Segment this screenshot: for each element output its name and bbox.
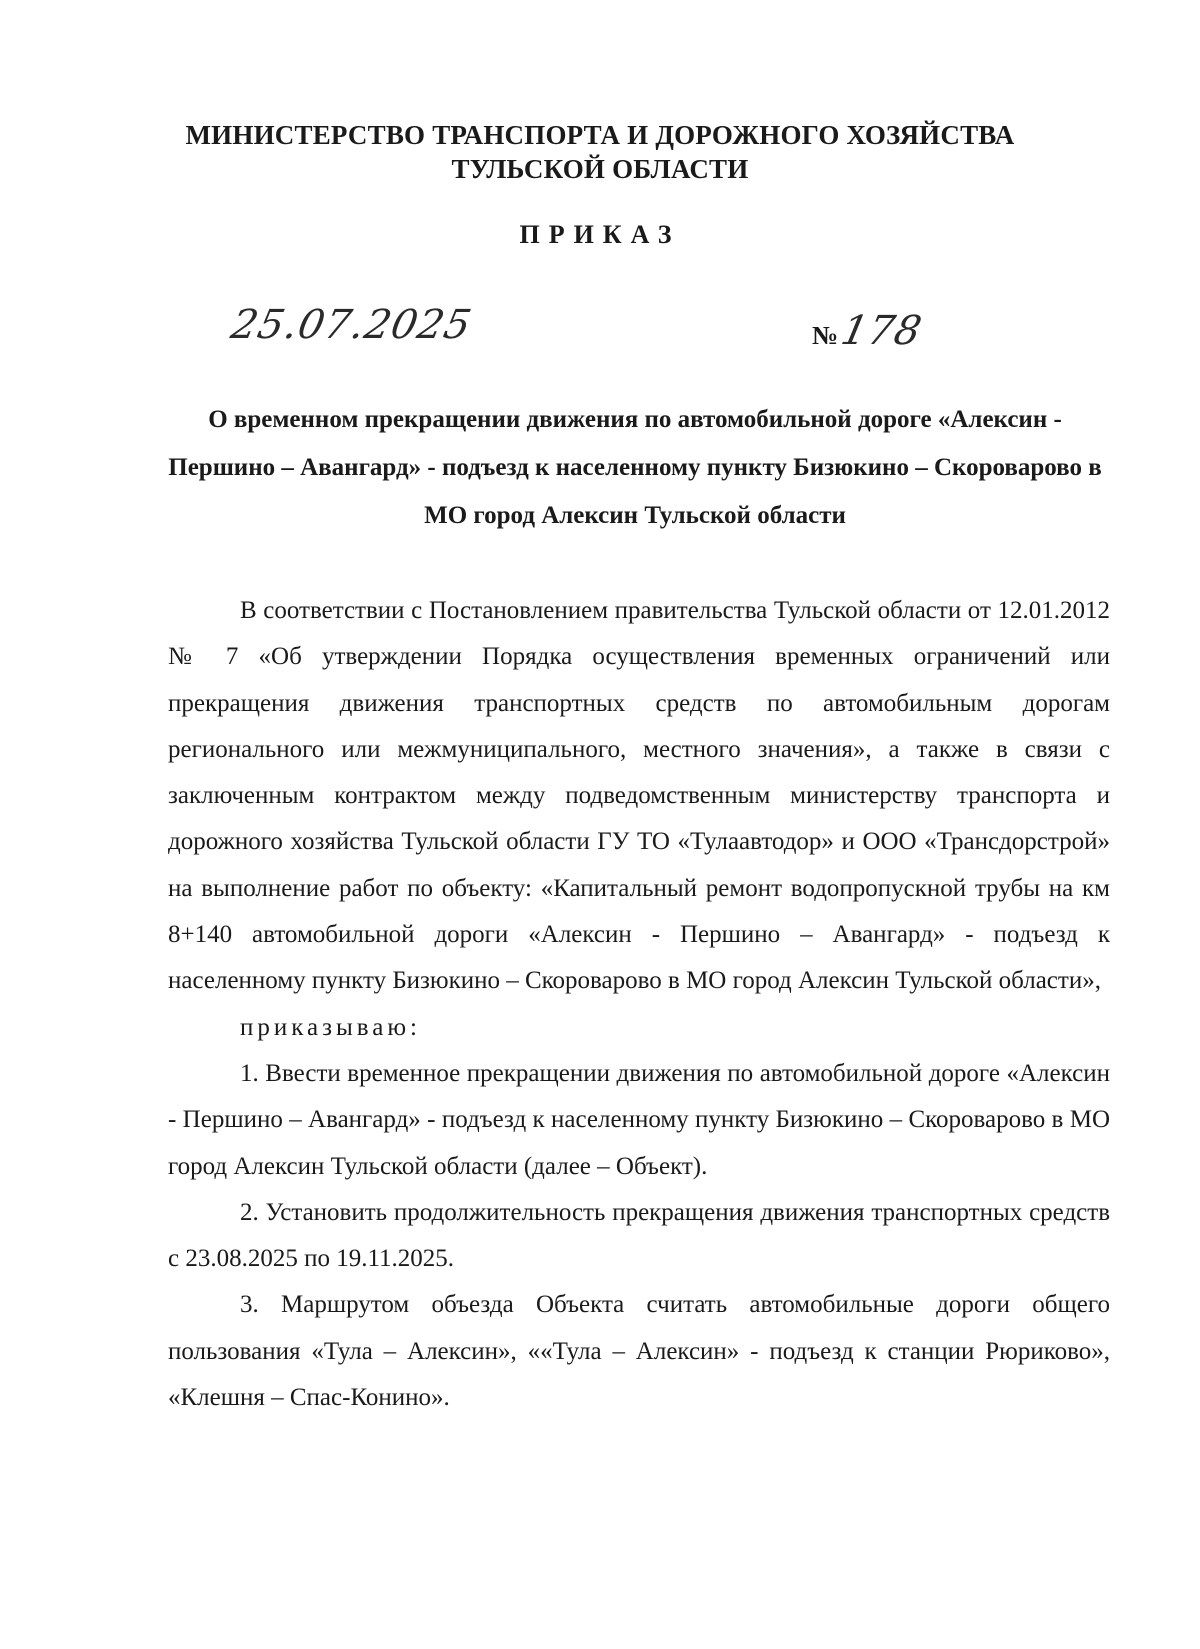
order-item-3: 3. Маршрутом объезда Объекта считать автомобильные дороги общего пользования «Тула – Алексин», ««Тула – Алексин» - подъезд к станции Рюриково», «Клешня – Спас-Конино». [168,1291,1110,1412]
handwritten-date: 25.07.2025 [227,302,476,348]
preamble-paragraph: В соответствии с Постановлением правительства Тульской области от 12.01.2012 № 7 «Об утверждении Порядка осуществления временных ограничений или прекращения движения транспортных средств по автомобильным дорогам регионального или межмуниципального, местного значения», а также в связи с заключенным контрактом между подведомственным министерству транспорта и дорожного хозяйства Тульской области ГУ ТО «Тулаавтодор» и ООО «Трансдорстрой» на выполнение работ по объекту: «Капитальный ремонт водопропускной трубы на км 8+140 автомобильной дороги «Алексин - Першино – Авангард» - подъезд к населенному пункту Бизюкино – Скороварово в МО город Алексин Тульской области», [168,597,1110,995]
number-sign: № [812,321,839,350]
order-subject-title: О временном прекращении движения по автомобильной дороге «Алексин - Першино – Авангард» - подъезд к населенному пункту Бизюкино – Скороварово в МО город Алексин Тульской области [168,406,1102,529]
ministry-header-line-2: ТУЛЬСКОЙ ОБЛАСТИ [451,154,749,184]
ministry-header [0,118,1200,186]
order-word: приказываю: [240,1013,421,1041]
document-type-title: ПРИКАЗ [519,220,681,249]
ministry-header-line-1: МИНИСТЕРСТВО ТРАНСПОРТА И ДОРОЖНОГО ХОЗЯЙСТВА [185,120,1015,150]
document-body [168,588,1110,1421]
order-item-2: 2. Установить продолжительность прекращения движения транспортных средств с 23.08.2025 по 19.11.2025. [168,1198,1110,1273]
handwritten-number: 178 [837,308,927,354]
order-item-1: 1. Ввести временное прекращении движения по автомобильной дороге «Алексин - Першино – Авангард» - подъезд к населенному пункту Бизюкино – Скороварово в МО город Алексин Тульской области (далее – Объект). [168,1059,1110,1180]
document-number [812,308,927,354]
